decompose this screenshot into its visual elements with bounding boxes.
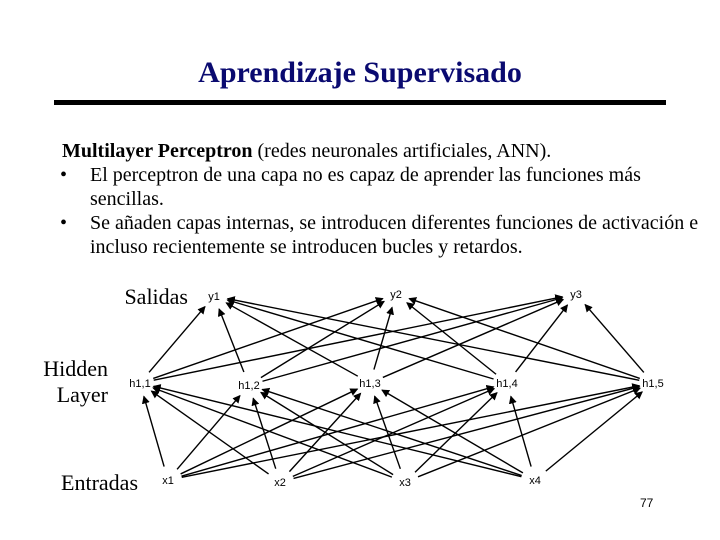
bullet-dot-icon: • <box>60 164 68 186</box>
layer-label-input: Entradas <box>61 470 138 495</box>
edge-x3-to-hidden-1 <box>153 388 392 477</box>
edge-x1-to-hidden-2 <box>177 396 240 470</box>
edge-hidden-1-to-y1 <box>149 307 205 373</box>
layer-label-hidden-line1: Hidden <box>43 356 108 381</box>
edge-x4-to-hidden-5 <box>546 392 642 471</box>
edge-x4-to-hidden-2 <box>262 389 521 475</box>
hidden-node-4: h1,4 <box>496 378 518 390</box>
edge-hidden-2-to-y2 <box>261 301 384 377</box>
edge-x4-to-hidden-3 <box>382 390 523 473</box>
edge-hidden-3-to-y3 <box>383 300 563 378</box>
output-node-3: y3 <box>570 289 582 301</box>
edge-x2-to-hidden-2 <box>253 398 275 468</box>
output-node-2: y2 <box>390 289 402 301</box>
layer-label-hidden-line2: Layer <box>56 382 108 407</box>
slide-title: Aprendizaje Supervisado <box>198 56 522 89</box>
edge-x3-to-hidden-2 <box>261 392 393 474</box>
edge-x3-to-hidden-3 <box>375 396 401 469</box>
input-node-2: x2 <box>274 477 286 489</box>
input-node-3: x3 <box>399 477 411 489</box>
connection-arrows <box>144 297 644 479</box>
input-node-4: x4 <box>529 475 541 487</box>
edge-x4-to-hidden-4 <box>511 396 531 466</box>
edge-hidden-5-to-y1 <box>228 299 640 381</box>
edge-x1-to-hidden-1 <box>144 396 164 466</box>
heading-bold: Multilayer Perceptron <box>62 140 253 162</box>
heading-rest: (redes neuronales artificiales, ANN). <box>252 140 552 162</box>
edge-x3-to-hidden-5 <box>418 388 640 477</box>
output-node-1: y1 <box>208 291 220 303</box>
edge-x1-to-hidden-5 <box>182 386 640 478</box>
bullet-text: Se añaden capas internas, se introducen diferentes funciones de activación e incluso recientemente se introducen bucles y retardos. <box>90 212 699 258</box>
hidden-node-1: h1,1 <box>129 378 151 390</box>
edge-hidden-1-to-y2 <box>153 299 383 379</box>
input-node-1: x1 <box>162 475 174 487</box>
edge-hidden-2-to-y1 <box>219 309 244 372</box>
layer-label-output: Salidas <box>124 284 188 309</box>
hidden-node-5: h1,5 <box>642 378 664 390</box>
bullet-text: El perceptron de una capa no es capaz de aprender las funciones más sencillas. <box>90 164 641 210</box>
hidden-node-3: h1,3 <box>359 378 381 390</box>
edge-hidden-3-to-y2 <box>374 307 392 369</box>
bullet-dot-icon: • <box>60 212 68 234</box>
edge-hidden-5-to-y2 <box>409 299 640 379</box>
edge-x2-to-hidden-1 <box>151 391 268 474</box>
hidden-node-2: h1,2 <box>238 380 260 392</box>
page-number: 77 <box>640 496 654 510</box>
